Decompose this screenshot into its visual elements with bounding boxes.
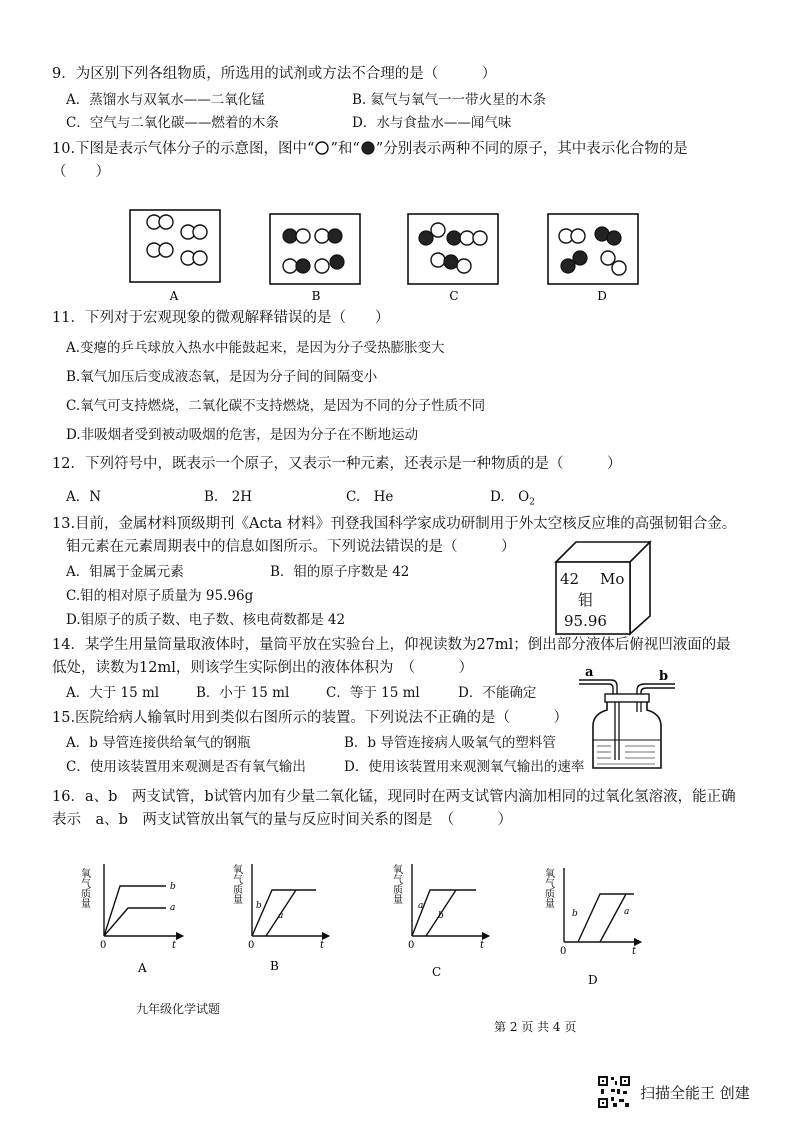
graph-b-series-a: a <box>278 911 284 921</box>
q9-option-c: C．空气与二氧化碳——燃着的木条 <box>66 115 279 131</box>
graph-a <box>79 864 181 975</box>
graph-d-ylabel: 氧气质量 <box>542 868 554 908</box>
q12-option-c: C. He <box>346 489 394 505</box>
element-atomic-mass: 95.96 <box>564 612 607 630</box>
q10-stem <box>52 137 688 158</box>
q14-option-c: C．等于 15 ml <box>326 685 420 701</box>
q16-stem-line1: 16．a、b 两支试管，b试管内加有少量二氧化锰，现同时在两支试管内滴加相同的过氧化氢溶液，能正确 <box>52 789 736 805</box>
graph-d-series-a: a <box>624 907 630 917</box>
graph-a-xlabel: t <box>172 940 177 951</box>
q15-stem: 15.医院给病人输氧时用到类似右图所示的装置。下列说法不正确的是（ ） <box>52 710 569 726</box>
graph-c-xlabel: t <box>480 940 485 951</box>
graph-b-xlabel: t <box>320 940 325 951</box>
q13-stem-line1: 13.目前，金属材料顶级期刊《Acta 材料》刊登我国科学家成功研制用于外太空核反应堆的高强韧钼合金。 <box>52 516 737 532</box>
q9-option-b: B. 氦气与氧气一一带火星的木条 <box>352 92 547 108</box>
q11-option-c: C.氧气可支持燃烧，二氧化碳不支持燃烧，是因为不同的分子性质不同 <box>66 398 486 414</box>
q13-option-c: C.钼的相对原子质量为 95.96g <box>66 588 254 604</box>
graph-c <box>391 863 487 979</box>
q11-option-d: D.非吸烟者受到被动吸烟的危害，是因为分子在不断地运动 <box>66 427 419 443</box>
oxygen-humidifier-apparatus <box>575 664 685 774</box>
q13-stem-line2: 钼元素在元素周期表中的信息如图所示。下列说法错误的是（ ） <box>66 539 516 555</box>
graph-b-series-b: b <box>256 901 262 911</box>
tube-a-label: a <box>585 665 594 680</box>
graph-a-series-b: b <box>170 882 176 892</box>
q14-stem-line1: 14．某学生用量筒量取液体时，量筒平放在实验台上，仰视读数为27ml；倒出部分液体后俯视凹液面的最 <box>52 637 731 653</box>
q11-option-b: B.氧气加压后变成液态氧，是因为分子间的间隔变小 <box>66 369 378 385</box>
tube-b-label: b <box>659 669 669 684</box>
q10-label-c: C <box>449 289 459 303</box>
q10-box-c <box>408 214 498 284</box>
q10-molecule-diagrams <box>120 200 660 310</box>
q10-label-b: B <box>311 289 321 303</box>
q10-label-a: A <box>169 289 179 303</box>
q14-stem-line2: 低处，读数为12ml，则该学生实际倒出的液体体积为 （ ） <box>52 660 474 676</box>
q14-option-a: A．大于 15 ml <box>66 685 160 701</box>
q9-option-a: A．蒸馏水与双氧水——二氧化锰 <box>66 92 265 108</box>
q15-option-a: A．b 导管连接供给氧气的钢瓶 <box>66 735 251 751</box>
q12-option-d-subscript: 2 <box>529 497 535 508</box>
graph-d-series-b: b <box>572 909 578 919</box>
q10-stem-part1: 10.下图是表示气体分子的示意图，图中“ <box>52 141 315 157</box>
q9-stem: 9．为区别下列各组物质，所选用的试剂或方法不合理的是（ ） <box>52 66 497 82</box>
graph-a-ylabel: 氧气质量 <box>78 868 90 908</box>
graph-c-label: C <box>432 965 442 979</box>
q16-graphs <box>70 852 670 992</box>
black-atom-icon <box>360 141 376 155</box>
q12-stem: 12．下列符号中，既表示一个原子，又表示一种元素，还表示是一种物质的是（ ） <box>52 456 622 472</box>
q13-option-a: A．钼属于金属元素 <box>66 564 184 580</box>
graph-d-label: D <box>588 973 598 987</box>
q12-option-d-text: D. O <box>490 489 530 505</box>
graph-a-origin: 0 <box>100 940 107 951</box>
graph-a-series-a: a <box>170 903 176 913</box>
white-atom-icon <box>314 141 330 155</box>
graph-c-ylabel: 氧气质量 <box>390 864 402 904</box>
q10-label-d: D <box>597 289 607 303</box>
q13-option-d: D.钼原子的质子数、电子数、核电荷数都是 42 <box>66 612 346 628</box>
graph-c-series-b: b <box>438 911 444 921</box>
graph-d-xlabel: t <box>632 946 637 957</box>
qr-code-icon <box>597 1075 631 1109</box>
q10-stem-line2: （ ） <box>52 164 110 180</box>
graph-d <box>543 867 639 987</box>
q11-option-a: A.变瘪的乒乓球放入热水中能鼓起来，是因为分子受热膨胀变大 <box>66 340 445 356</box>
graph-b <box>231 863 327 973</box>
q15-option-b: B．b 导管连接病人吸氧气的塑料管 <box>344 735 556 751</box>
q14-option-b: B．小于 15 ml <box>196 685 290 701</box>
element-symbol: Mo <box>600 570 625 588</box>
q10-stem-part2: ”和“ <box>330 141 360 157</box>
molybdenum-element-card <box>556 562 630 634</box>
graph-b-origin: 0 <box>248 940 255 951</box>
q13-option-b: B．钼的原子序数是 42 <box>270 564 410 580</box>
footer-page-number: 第 2 页 共 4 页 <box>494 1020 577 1034</box>
q10-box-d <box>548 214 638 284</box>
element-atomic-number: 42 <box>560 570 580 588</box>
footer-subject: 九年级化学试题 <box>136 1002 221 1016</box>
graph-a-label: A <box>138 961 147 975</box>
graph-d-origin: 0 <box>560 946 567 957</box>
graph-c-origin: 0 <box>408 940 415 951</box>
q12-option-a: A．N <box>66 489 102 505</box>
q10-box-b <box>270 214 360 284</box>
q14-option-d: D．不能确定 <box>458 685 537 701</box>
q12-option-b: B. 2H <box>204 489 253 505</box>
scanner-watermark: 扫描全能王 创建 <box>640 1084 750 1102</box>
q12-option-d <box>490 485 535 508</box>
graph-c-series-a: a <box>418 901 424 911</box>
graph-b-label: B <box>270 959 279 973</box>
graph-b-ylabel: 氧气质量 <box>230 864 242 904</box>
q9-option-d: D．水与食盐水——闻气味 <box>352 115 512 131</box>
q15-option-c: C．使用该装置用来观测是否有氧气输出 <box>66 759 306 775</box>
q10-box-a <box>130 210 220 282</box>
q16-stem-line2: 表示 a、b 两支试管放出氧气的量与反应时间关系的图是 （ ） <box>52 812 513 828</box>
q15-option-d: D．使用该装置用来观测氧气输出的速率 <box>344 759 585 775</box>
q10-stem-part3: ”分别表示两种不同的原子，其中表示化合物的是 <box>375 141 688 157</box>
element-chinese-name: 钼 <box>578 591 594 609</box>
q11-stem: 11．下列对于宏观现象的微观解释错误的是（ ） <box>52 310 390 326</box>
